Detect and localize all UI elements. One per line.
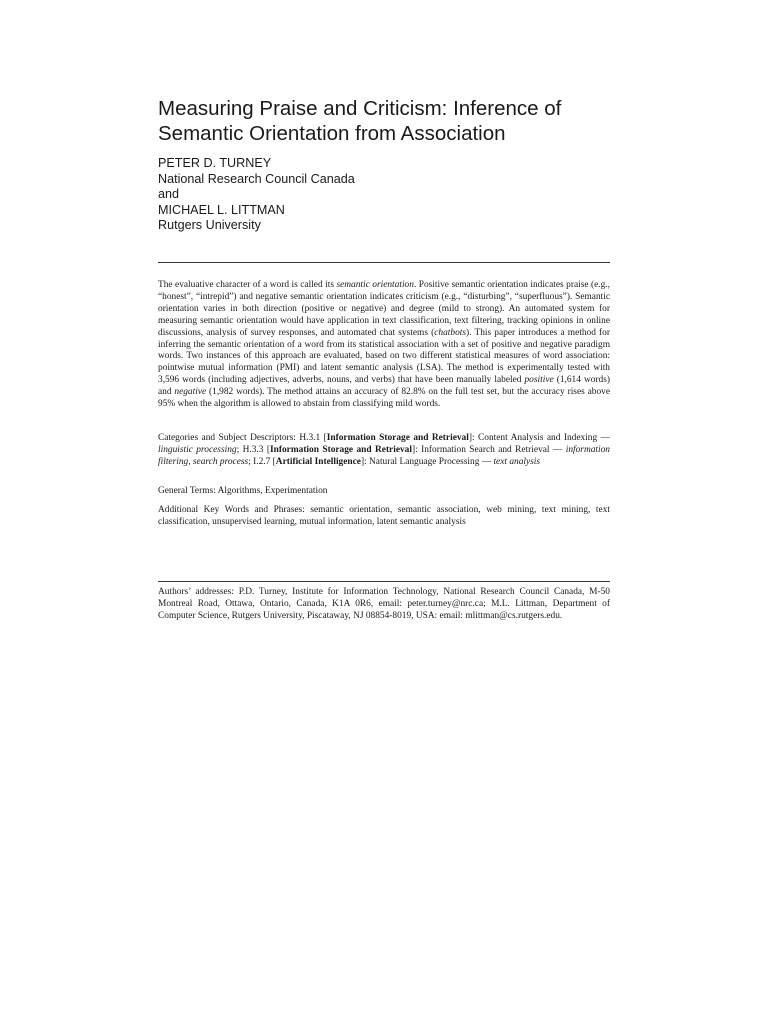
paper-title: Measuring Praise and Criticism: Inference of Semantic Orientation from Association [158, 97, 562, 145]
descriptor-subject: information filtering, search process [158, 444, 610, 467]
descriptor-text: Categories and Subject Descriptors: H.3.1 [ [158, 433, 327, 443]
descriptor-category: Information Storage and Retrieval [326, 433, 469, 443]
abstract-text: (1,614 words) and [158, 375, 610, 398]
descriptor-subject: text analysis [493, 456, 541, 467]
general-terms: General Terms: Algorithms, Experimentation [158, 486, 328, 496]
abstract-text: (1,982 words). The method attains an accuracy of 82.8% on the full test set, but the accuracy rises above 95% when the algorithm is allowed to abstain from classifying mild words. [158, 387, 610, 410]
descriptor-text: ]: Content Analysis and Indexing — [468, 433, 610, 443]
descriptor-text: ]: Information Search and Retrieval — [411, 444, 566, 455]
subject-descriptors [158, 433, 610, 475]
author-block [158, 156, 618, 234]
author-name-2: MICHAEL L. LITTMAN [158, 202, 285, 217]
abstract-text: . Positive semantic orientation indicates praise (e.g., “honest”, “intrepid”) and negative semantic orientation indicates criticism (e.g., “disturbing”, “superfluous”). Semantic orientation varies in both direction (positive or negative) and degree (mild to strong). An automated system for measuring semantic orientation would have application in text classification, text filtering, tracking opinions in online discussions, analysis of survey responses, and automated chat systems ( [158, 280, 610, 338]
author-name-1: PETER D. TURNEY [158, 156, 272, 170]
abstract-emphasis: negative [174, 387, 207, 398]
abstract-emphasis: positive [524, 375, 554, 386]
abstract-emphasis: semantic orientation [336, 280, 414, 290]
descriptor-category: Information Storage and Retrieval [269, 444, 412, 455]
descriptor-text: ]: Natural Language Processing — [360, 456, 494, 467]
author-conjunction: and [158, 187, 180, 202]
top-divider [158, 262, 610, 263]
abstract-emphasis: chatbots [434, 327, 467, 338]
descriptor-subject: linguistic processing [158, 444, 237, 455]
descriptor-text: ; H.3.3 [ [236, 444, 270, 455]
abstract [158, 280, 610, 417]
descriptor-text: ; I.2.7 [ [248, 456, 276, 467]
author-affiliation-1: National Research Council Canada [158, 171, 355, 186]
author-addresses: Authors’ addresses: P.D. Turney, Institute for Information Technology, National Research Council Canada, M-50 Montreal Road, Ottawa, Ontario, Canada, K1A 0R6, email: peter.turney@nrc.ca; M.L. Littman, Department of Computer Science, Rutgers University, Piscataway, NJ 08854-8019, USA: email: mlittman@cs.rutgers.edu. [158, 587, 610, 621]
author-affiliation-2: Rutgers University [158, 218, 261, 233]
abstract-paragraph [158, 280, 610, 411]
descriptor-category: Artificial Intelligence [275, 456, 361, 467]
keywords: Additional Key Words and Phrases: semantic orientation, semantic association, web mining, text mining, text classification, unsupervised learning, mutual information, latent semantic analysis [158, 505, 610, 527]
abstract-text: The evaluative character of a word is called its [158, 280, 337, 290]
footnote-divider [158, 581, 610, 582]
abstract-text: ). This paper introduces a method for inferring the semantic orientation of a word from its statistical association with a set of positive and negative paradigm words. Two instances of this approach are evaluated, based on two different statistical measures of word association: pointwise mutual information (PMI) and latent semantic analysis (LSA). The method is experimentally tested with 3,596 words (including adjectives, adverbs, nouns, and verbs) that have been manually labeled [158, 327, 610, 386]
